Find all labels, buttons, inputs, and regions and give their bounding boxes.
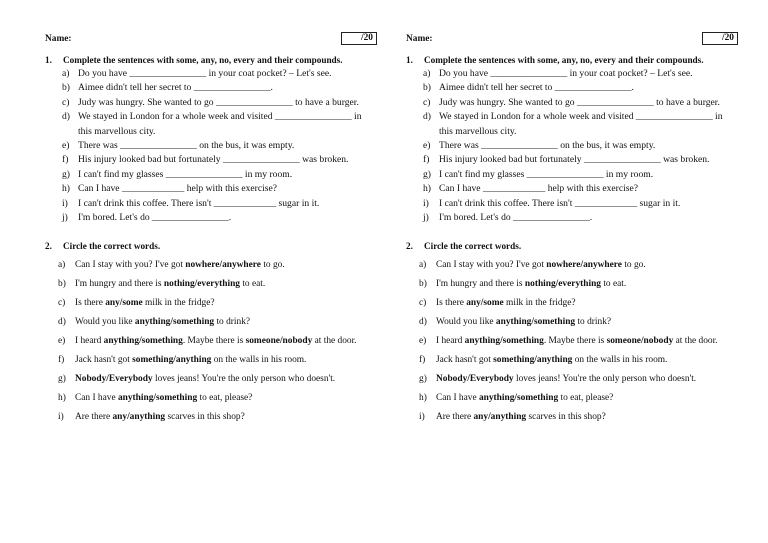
exercise-2-item bbox=[45, 332, 375, 351]
item-sentence: Judy was hungry. She wanted to go ________________ to have a burger. bbox=[439, 96, 720, 108]
item-letter: h) bbox=[423, 183, 431, 195]
item-letter: d) bbox=[62, 111, 70, 123]
item-text: loves jeans! You're the only person who doesn't. bbox=[513, 374, 697, 385]
item-letter: f) bbox=[423, 154, 430, 166]
item-text: to eat, please? bbox=[197, 393, 253, 404]
exercise-2-item bbox=[406, 294, 736, 313]
item-letter: j) bbox=[62, 212, 68, 224]
item-letter: a) bbox=[423, 68, 431, 79]
exercise-1-item bbox=[45, 197, 375, 211]
item-text: to go. bbox=[621, 260, 646, 271]
exercise-2-item bbox=[406, 256, 736, 275]
item-sentence: I'm bored. Let's do ________________. bbox=[78, 212, 232, 224]
item-text: I heard bbox=[75, 336, 104, 347]
exercise-1-number: 1. bbox=[406, 55, 413, 65]
exercise-2-item bbox=[45, 313, 375, 332]
item-text: Can I stay with you? I've got bbox=[436, 260, 547, 271]
item-sentence: I can't drink this coffee. There isn't _____________ sugar in it. bbox=[439, 197, 681, 209]
score-box: /20 bbox=[341, 32, 377, 45]
item-text: on the walls in his room. bbox=[211, 355, 307, 366]
word-choice: any/some bbox=[105, 298, 143, 309]
item-sentence: I can't find my glasses ________________ in my room. bbox=[439, 168, 654, 180]
exercise-1-item bbox=[406, 168, 736, 182]
word-choice: someone/nobody bbox=[606, 336, 674, 347]
item-text: Can I have bbox=[436, 393, 479, 404]
item-text: I'm hungry and there is bbox=[436, 279, 525, 290]
item-text: I'm hungry and there is bbox=[75, 279, 164, 290]
item-letter: d) bbox=[58, 317, 66, 328]
item-letter: h) bbox=[419, 393, 427, 404]
item-letter: c) bbox=[62, 96, 70, 108]
item-letter: e) bbox=[423, 140, 431, 152]
exercise-2-item bbox=[45, 351, 375, 370]
item-letter: g) bbox=[62, 168, 70, 180]
exercise-1-list bbox=[406, 67, 736, 225]
item-text: I heard bbox=[436, 336, 465, 347]
exercise-1-item bbox=[45, 153, 375, 167]
item-sentence: Judy was hungry. She wanted to go ________________ to have a burger. bbox=[78, 96, 359, 108]
word-choice: something/anything bbox=[493, 355, 573, 366]
item-text: to drink? bbox=[214, 317, 251, 328]
word-choice: something/anything bbox=[132, 355, 212, 366]
item-letter: d) bbox=[423, 111, 431, 123]
exercise-2-item bbox=[45, 389, 375, 408]
exercise-1-item bbox=[406, 139, 736, 153]
exercise-2-title bbox=[406, 240, 736, 253]
word-choice: anything/something bbox=[495, 317, 576, 328]
item-letter: g) bbox=[419, 374, 427, 385]
item-text: Would you like bbox=[75, 317, 135, 328]
item-letter: f) bbox=[62, 154, 69, 166]
exercise-2-number: 2. bbox=[406, 241, 413, 252]
exercise-2-title bbox=[45, 240, 375, 253]
item-letter: f) bbox=[419, 355, 426, 366]
name-label: Name: bbox=[45, 34, 72, 44]
item-text: . Maybe there is bbox=[543, 336, 607, 347]
item-letter: b) bbox=[423, 82, 431, 94]
word-choice: nowhere/anywhere bbox=[185, 260, 261, 271]
name-row bbox=[406, 32, 736, 48]
item-text: Can I have bbox=[75, 393, 118, 404]
exercise-1-item bbox=[406, 81, 736, 95]
item-letter: e) bbox=[419, 336, 427, 347]
exercise-1-item bbox=[45, 96, 375, 110]
item-sentence: There was ________________ on the bus, it was empty. bbox=[78, 140, 295, 152]
word-choice: anything/something bbox=[134, 317, 215, 328]
item-text: Is there bbox=[75, 298, 106, 309]
word-choice: anything/something bbox=[117, 393, 198, 404]
item-sentence: We stayed in London for a whole week and visited ________________ in this marvellous city. bbox=[439, 111, 723, 137]
item-letter: e) bbox=[62, 140, 70, 152]
item-letter: f) bbox=[58, 355, 65, 366]
word-choice: Nobody/Everybody bbox=[75, 374, 153, 385]
item-sentence: Can I have _____________ help with this exercise? bbox=[439, 183, 639, 195]
exercise-1-title bbox=[45, 54, 375, 67]
exercise-1-item bbox=[406, 110, 736, 139]
item-letter: b) bbox=[58, 279, 66, 290]
item-sentence: Can I have _____________ help with this exercise? bbox=[78, 183, 278, 195]
item-letter: b) bbox=[62, 82, 70, 94]
item-letter: g) bbox=[58, 374, 66, 385]
item-sentence: I'm bored. Let's do ________________. bbox=[439, 212, 593, 224]
exercise-2-item bbox=[45, 275, 375, 294]
item-text: loves jeans! You're the only person who doesn't. bbox=[152, 374, 336, 385]
item-letter: a) bbox=[62, 68, 70, 79]
item-letter: a) bbox=[58, 260, 66, 271]
item-letter: i) bbox=[423, 197, 429, 209]
exercise-2-item bbox=[45, 370, 375, 389]
item-letter: a) bbox=[419, 260, 427, 271]
word-choice: anything/something bbox=[103, 336, 183, 347]
worksheet-right bbox=[406, 32, 736, 427]
item-letter: i) bbox=[62, 197, 68, 209]
word-choice: nothing/everything bbox=[163, 279, 240, 290]
name-row bbox=[45, 32, 375, 48]
item-text: at the door. bbox=[673, 336, 718, 347]
exercise-1-item bbox=[406, 153, 736, 167]
exercise-1-list bbox=[45, 67, 375, 225]
exercise-1-item bbox=[45, 81, 375, 95]
exercise-2-list bbox=[45, 256, 375, 427]
item-text: milk in the fridge? bbox=[142, 298, 215, 309]
item-text: to drink? bbox=[575, 317, 612, 328]
exercise-1-number: 1. bbox=[45, 55, 52, 65]
word-choice: anything/something bbox=[478, 393, 559, 404]
item-text: Can I stay with you? I've got bbox=[75, 260, 186, 271]
item-sentence: Aimee didn't tell her secret to ________________. bbox=[78, 82, 273, 94]
exercise-2-list bbox=[406, 256, 736, 427]
item-sentence: There was ________________ on the bus, it was empty. bbox=[439, 140, 656, 152]
exercise-1-item bbox=[45, 67, 375, 81]
exercise-2-item bbox=[45, 294, 375, 313]
item-text: scarves in this shop? bbox=[526, 412, 606, 423]
item-text: Jack hasn't got bbox=[436, 355, 494, 366]
item-text: Jack hasn't got bbox=[75, 355, 133, 366]
exercise-1-item bbox=[45, 168, 375, 182]
item-letter: g) bbox=[423, 168, 431, 180]
word-choice: any/anything bbox=[112, 412, 166, 423]
item-letter: i) bbox=[419, 412, 425, 423]
word-choice: nothing/everything bbox=[524, 279, 601, 290]
exercise-1-instruction: Complete the sentences with some, any, no, every and their compounds. bbox=[63, 55, 343, 65]
exercise-1-title bbox=[406, 54, 736, 67]
exercise-1-item bbox=[45, 211, 375, 225]
worksheet-left bbox=[45, 32, 375, 427]
item-text: Would you like bbox=[436, 317, 496, 328]
word-choice: Nobody/Everybody bbox=[436, 374, 514, 385]
item-sentence: Aimee didn't tell her secret to ________________. bbox=[439, 82, 634, 94]
item-letter: e) bbox=[58, 336, 66, 347]
item-text: to go. bbox=[260, 260, 285, 271]
item-text: at the door. bbox=[312, 336, 357, 347]
item-sentence: We stayed in London for a whole week and visited ________________ in this marvellous city. bbox=[78, 111, 362, 137]
item-sentence: I can't drink this coffee. There isn't _____________ sugar in it. bbox=[78, 197, 320, 209]
item-sentence: Do you have ________________ in your coat pocket? – Let's see. bbox=[439, 68, 693, 79]
exercise-2-item bbox=[406, 332, 736, 351]
word-choice: any/anything bbox=[473, 412, 527, 423]
exercise-2-item bbox=[406, 389, 736, 408]
exercise-2-item bbox=[45, 408, 375, 427]
exercise-1-item bbox=[45, 110, 375, 139]
item-letter: h) bbox=[62, 183, 70, 195]
item-letter: b) bbox=[419, 279, 427, 290]
exercise-1-item bbox=[45, 182, 375, 196]
word-choice: nowhere/anywhere bbox=[546, 260, 622, 271]
item-text: to eat. bbox=[239, 279, 266, 290]
exercise-2-instruction: Circle the correct words. bbox=[424, 241, 522, 252]
exercise-2-number: 2. bbox=[45, 241, 52, 252]
exercise-1-item bbox=[406, 197, 736, 211]
exercise-2-item bbox=[406, 275, 736, 294]
item-sentence: His injury looked bad but fortunately ________________ was broken. bbox=[78, 154, 349, 166]
item-text: milk in the fridge? bbox=[503, 298, 576, 309]
item-text: on the walls in his room. bbox=[572, 355, 668, 366]
word-choice: someone/nobody bbox=[245, 336, 313, 347]
item-letter: c) bbox=[423, 96, 431, 108]
exercise-2-item bbox=[406, 408, 736, 427]
name-label: Name: bbox=[406, 34, 433, 44]
exercise-2-item bbox=[406, 313, 736, 332]
exercise-2-item bbox=[406, 351, 736, 370]
item-sentence: I can't find my glasses ________________ in my room. bbox=[78, 168, 293, 180]
exercise-1-instruction: Complete the sentences with some, any, no, every and their compounds. bbox=[424, 55, 704, 65]
exercise-1-item bbox=[406, 67, 736, 81]
item-letter: i) bbox=[58, 412, 64, 423]
exercise-1-item bbox=[406, 96, 736, 110]
item-letter: c) bbox=[419, 298, 427, 309]
exercise-1-item bbox=[45, 139, 375, 153]
score-box: /20 bbox=[702, 32, 738, 45]
word-choice: any/some bbox=[466, 298, 504, 309]
item-text: . Maybe there is bbox=[182, 336, 246, 347]
item-letter: d) bbox=[419, 317, 427, 328]
exercise-2-instruction: Circle the correct words. bbox=[63, 241, 161, 252]
item-text: to eat, please? bbox=[558, 393, 614, 404]
item-sentence: Do you have ________________ in your coat pocket? – Let's see. bbox=[78, 68, 332, 79]
item-text: Is there bbox=[436, 298, 467, 309]
item-letter: j) bbox=[423, 212, 429, 224]
item-text: Are there bbox=[436, 412, 474, 423]
item-text: Are there bbox=[75, 412, 113, 423]
item-text: scarves in this shop? bbox=[165, 412, 245, 423]
item-sentence: His injury looked bad but fortunately ________________ was broken. bbox=[439, 154, 710, 166]
exercise-2-item bbox=[406, 370, 736, 389]
exercise-2-item bbox=[45, 256, 375, 275]
item-text: to eat. bbox=[600, 279, 627, 290]
word-choice: anything/something bbox=[464, 336, 544, 347]
exercise-1-item bbox=[406, 182, 736, 196]
item-letter: c) bbox=[58, 298, 66, 309]
item-letter: h) bbox=[58, 393, 66, 404]
exercise-1-item bbox=[406, 211, 736, 225]
